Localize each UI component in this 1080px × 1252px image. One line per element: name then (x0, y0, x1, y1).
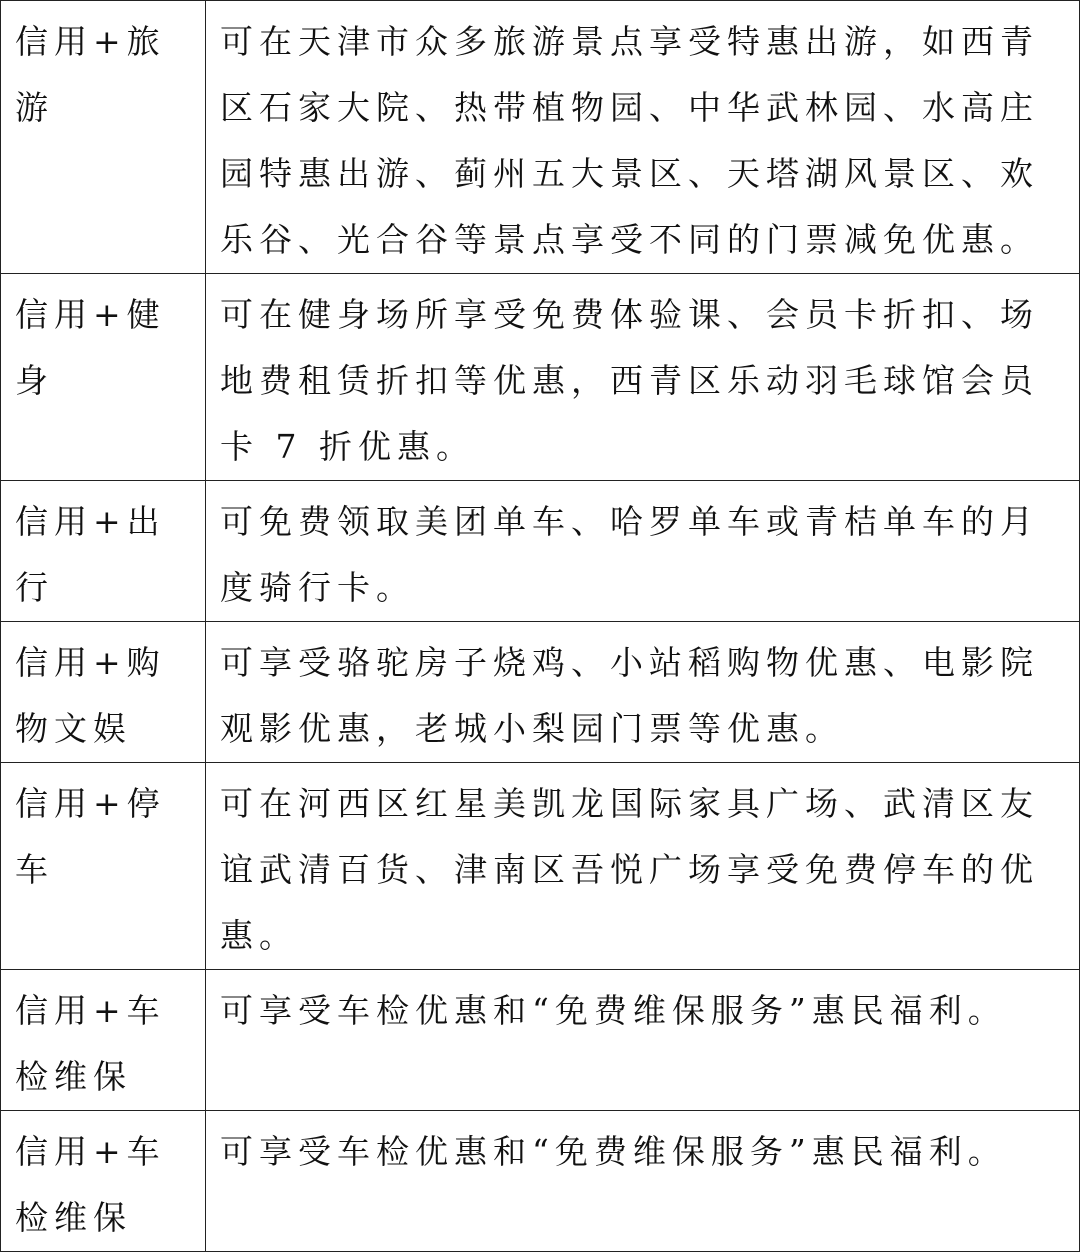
table-row (1, 622, 1080, 763)
category-cell: 信用+购物文娱 (1, 622, 206, 763)
category-cell: 信用+出行 (1, 481, 206, 622)
description-cell: 可享受车检优惠和“免费维保服务”惠民福利。 (206, 970, 1080, 1111)
category-cell: 信用+车检维保 (1, 1111, 206, 1252)
table-row (1, 481, 1080, 622)
table-row (1, 274, 1080, 481)
category-cell: 信用+旅游 (1, 1, 206, 274)
table-row (1, 970, 1080, 1111)
description-cell: 可享受车检优惠和“免费维保服务”惠民福利。 (206, 1111, 1080, 1252)
table-row (1, 1111, 1080, 1252)
table-row (1, 763, 1080, 970)
table-row (1, 1, 1080, 274)
category-cell: 信用+健身 (1, 274, 206, 481)
description-cell: 可免费领取美团单车、哈罗单车或青桔单车的月度骑行卡。 (206, 481, 1080, 622)
description-cell: 可在健身场所享受免费体验课、会员卡折扣、场地费租赁折扣等优惠，西青区乐动羽毛球馆会员卡 7 折优惠。 (206, 274, 1080, 481)
description-cell: 可享受骆驼房子烧鸡、小站稻购物优惠、电影院观影优惠，老城小梨园门票等优惠。 (206, 622, 1080, 763)
category-cell: 信用+停车 (1, 763, 206, 970)
category-cell: 信用+车检维保 (1, 970, 206, 1111)
description-cell: 可在天津市众多旅游景点享受特惠出游，如西青区石家大院、热带植物园、中华武林园、水高庄园特惠出游、蓟州五大景区、天塔湖风景区、欢乐谷、光合谷等景点享受不同的门票减免优惠。 (206, 1, 1080, 274)
description-cell: 可在河西区红星美凯龙国际家具广场、武清区友谊武清百货、津南区吾悦广场享受免费停车的优惠。 (206, 763, 1080, 970)
